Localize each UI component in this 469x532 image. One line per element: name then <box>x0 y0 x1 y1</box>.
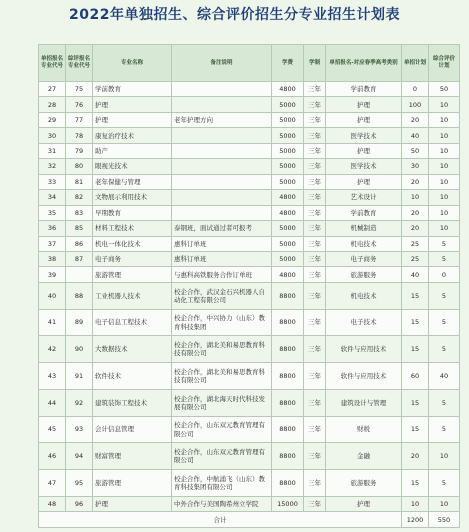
cell-comprehensive-code: 77 <box>66 112 93 127</box>
cell-comprehensive-plan: 40 <box>429 363 460 390</box>
cell-major-name: 护理 <box>93 97 172 112</box>
cell-duration: 三年 <box>304 112 326 127</box>
cell-exam-category: 金融 <box>326 443 402 470</box>
header-comprehensive-code: 综评报名专业代号 <box>66 45 93 82</box>
cell-tuition: 5000 <box>272 174 304 189</box>
cell-single-code: 44 <box>39 389 66 416</box>
cell-major-name: 老年保健与管理 <box>93 174 172 189</box>
cell-comprehensive-code: 81 <box>66 174 93 189</box>
total-comprehensive-plan: 550 <box>429 512 460 528</box>
cell-notes: 老年护理方向 <box>172 112 272 127</box>
table-row <box>39 205 460 220</box>
cell-comprehensive-code <box>66 267 93 282</box>
table-row <box>39 363 460 390</box>
header-exam-category: 单招报名-对应春季高考类别 <box>326 45 402 82</box>
cell-single-code: 40 <box>39 282 66 309</box>
table-row <box>39 416 460 443</box>
cell-notes <box>172 159 272 174</box>
cell-tuition: 5000 <box>272 159 304 174</box>
table-row <box>39 97 460 112</box>
cell-notes: 校企合作，山东双元教育管理有限公司 <box>172 443 272 470</box>
cell-comprehensive-code: 75 <box>66 82 93 97</box>
cell-duration: 三年 <box>304 496 326 511</box>
cell-single-plan: 25 <box>402 251 429 266</box>
cell-comprehensive-plan: 10 <box>429 443 460 470</box>
cell-single-plan: 15 <box>402 282 429 309</box>
cell-comprehensive-code: 90 <box>66 336 93 363</box>
cell-duration: 三年 <box>304 236 326 251</box>
cell-tuition: 5000 <box>272 128 304 143</box>
header-comprehensive-plan: 综合评价计划 <box>429 45 460 82</box>
cell-duration: 三年 <box>304 282 326 309</box>
table-row <box>39 82 460 97</box>
cell-tuition: 8800 <box>272 363 304 390</box>
cell-tuition: 8800 <box>272 336 304 363</box>
cell-major-name: 护理 <box>93 112 172 127</box>
cell-single-plan: 40 <box>402 267 429 282</box>
table-row <box>39 236 460 251</box>
page-title: 2022年单独招生、综合评价招生分专业招生计划表 <box>69 7 400 23</box>
cell-single-code: 35 <box>39 205 66 220</box>
table-row <box>39 443 460 470</box>
table-row <box>39 128 460 143</box>
cell-exam-category: 机电技术 <box>326 282 402 309</box>
total-single-plan: 1200 <box>402 512 429 528</box>
cell-single-plan: 15 <box>402 309 429 336</box>
cell-single-code: 32 <box>39 159 66 174</box>
total-label: 合计 <box>39 512 402 528</box>
cell-exam-category: 电子商务 <box>326 251 402 266</box>
cell-single-code: 27 <box>39 82 66 97</box>
cell-major-name: 康复治疗技术 <box>93 128 172 143</box>
cell-major-name: 大数据技术 <box>93 336 172 363</box>
cell-major-name: 会计信息管理 <box>93 416 172 443</box>
cell-notes: 惠科订单班 <box>172 251 272 266</box>
header-tuition: 学费 <box>272 45 304 82</box>
header-single-code: 单招报名专业代号 <box>39 45 66 82</box>
cell-single-plan: 30 <box>402 159 429 174</box>
cell-comprehensive-code: 78 <box>66 128 93 143</box>
cell-notes <box>172 143 272 158</box>
cell-comprehensive-plan: 10 <box>429 143 460 158</box>
cell-notes: 校企合作，武汉金石兴机器人自动化工程有限公司 <box>172 282 272 309</box>
cell-notes: 校企合作，湖北美和易思教育科技有限公司 <box>172 363 272 390</box>
cell-exam-category: 学前教育 <box>326 82 402 97</box>
cell-comprehensive-code: 93 <box>66 416 93 443</box>
cell-comprehensive-plan: 10 <box>429 205 460 220</box>
cell-notes <box>172 205 272 220</box>
table-row <box>39 190 460 205</box>
cell-exam-category: 护理 <box>326 112 402 127</box>
cell-comprehensive-code: 88 <box>66 282 93 309</box>
cell-major-name: 工业机器人技术 <box>93 282 172 309</box>
cell-notes: 校企合作，山东双元教育管理有限公司 <box>172 416 272 443</box>
table-row <box>39 159 460 174</box>
cell-comprehensive-plan: 5 <box>429 470 460 497</box>
cell-duration: 三年 <box>304 336 326 363</box>
cell-comprehensive-code: 85 <box>66 221 93 236</box>
cell-exam-category: 艺术设计 <box>326 190 402 205</box>
cell-exam-category: 电子技术 <box>326 309 402 336</box>
cell-comprehensive-plan: 10 <box>429 97 460 112</box>
table-row <box>39 251 460 266</box>
cell-comprehensive-code: 89 <box>66 309 93 336</box>
cell-major-name: 旅游管理 <box>93 470 172 497</box>
table-row <box>39 282 460 309</box>
cell-notes: 校企合作，湖北美和易思教育科技有限公司 <box>172 336 272 363</box>
cell-single-code: 42 <box>39 336 66 363</box>
cell-exam-category: 护理 <box>326 97 402 112</box>
cell-tuition: 4800 <box>272 205 304 220</box>
cell-single-plan: 15 <box>402 416 429 443</box>
cell-single-plan: 10 <box>402 496 429 511</box>
cell-notes: 校企合作，中兴协力（山东）教育科技集团 <box>172 309 272 336</box>
cell-comprehensive-plan: 5 <box>429 282 460 309</box>
header-single-plan: 单招计划 <box>402 45 429 82</box>
cell-tuition: 8800 <box>272 309 304 336</box>
total-row <box>39 512 460 528</box>
cell-tuition: 5000 <box>272 97 304 112</box>
cell-comprehensive-plan: 50 <box>429 82 460 97</box>
cell-comprehensive-plan: 10 <box>429 174 460 189</box>
cell-exam-category: 财税 <box>326 416 402 443</box>
cell-duration: 三年 <box>304 205 326 220</box>
cell-major-name: 文物展示利用技术 <box>93 190 172 205</box>
cell-exam-category: 软件与应用技术 <box>326 336 402 363</box>
cell-major-name: 学前教育 <box>93 82 172 97</box>
cell-comprehensive-code: 96 <box>66 496 93 511</box>
cell-single-plan: 20 <box>402 221 429 236</box>
cell-duration: 三年 <box>304 97 326 112</box>
cell-notes <box>172 128 272 143</box>
table-row <box>39 267 460 282</box>
cell-major-name: 电子商务 <box>93 251 172 266</box>
cell-comprehensive-plan: 10 <box>429 221 460 236</box>
cell-single-plan: 40 <box>402 128 429 143</box>
cell-major-name: 软件技术 <box>93 363 172 390</box>
table-row <box>39 389 460 416</box>
cell-comprehensive-plan: 5 <box>429 389 460 416</box>
cell-duration: 三年 <box>304 389 326 416</box>
cell-tuition: 5000 <box>272 221 304 236</box>
cell-notes: 惠科订单班 <box>172 236 272 251</box>
cell-notes: 与惠科高铁服务合作订单班 <box>172 267 272 282</box>
cell-tuition: 8800 <box>272 389 304 416</box>
cell-exam-category: 旅游服务 <box>326 470 402 497</box>
cell-single-plan: 0 <box>402 82 429 97</box>
cell-single-plan: 60 <box>402 363 429 390</box>
cell-major-name: 眼视光技术 <box>93 159 172 174</box>
cell-tuition: 5000 <box>272 143 304 158</box>
cell-tuition: 4800 <box>272 190 304 205</box>
table-row <box>39 221 460 236</box>
cell-comprehensive-code: 86 <box>66 236 93 251</box>
cell-major-name: 机电一体化技术 <box>93 236 172 251</box>
cell-major-name: 护理 <box>93 496 172 511</box>
cell-major-name: 材料工程技术 <box>93 221 172 236</box>
table-row <box>39 143 460 158</box>
cell-single-code: 38 <box>39 251 66 266</box>
cell-tuition: 5000 <box>272 251 304 266</box>
cell-comprehensive-plan: 5 <box>429 416 460 443</box>
cell-major-name: 电子信息工程技术 <box>93 309 172 336</box>
cell-comprehensive-plan: 5 <box>429 309 460 336</box>
header-major-name: 专业名称 <box>93 45 172 82</box>
cell-single-code: 33 <box>39 174 66 189</box>
cell-duration: 三年 <box>304 221 326 236</box>
cell-single-plan: 25 <box>402 236 429 251</box>
cell-duration: 三年 <box>304 143 326 158</box>
cell-tuition: 15000 <box>272 496 304 511</box>
cell-comprehensive-plan: 10 <box>429 128 460 143</box>
cell-single-code: 48 <box>39 496 66 511</box>
cell-tuition: 8800 <box>272 416 304 443</box>
cell-single-code: 30 <box>39 128 66 143</box>
cell-single-plan: 20 <box>402 443 429 470</box>
cell-single-code: 45 <box>39 416 66 443</box>
cell-notes <box>172 190 272 205</box>
cell-comprehensive-plan: 10 <box>429 190 460 205</box>
cell-exam-category: 学前教育 <box>326 205 402 220</box>
cell-comprehensive-code: 76 <box>66 97 93 112</box>
cell-single-code: 31 <box>39 143 66 158</box>
cell-single-plan: 20 <box>402 205 429 220</box>
cell-comprehensive-code: 87 <box>66 251 93 266</box>
cell-exam-category: 机械制造 <box>326 221 402 236</box>
cell-comprehensive-code: 92 <box>66 389 93 416</box>
cell-notes: 泰钢班，面试通过者可报考 <box>172 221 272 236</box>
cell-major-name: 早期教育 <box>93 205 172 220</box>
cell-duration: 三年 <box>304 416 326 443</box>
cell-tuition: 5000 <box>272 236 304 251</box>
cell-duration: 三年 <box>304 174 326 189</box>
table-row <box>39 336 460 363</box>
cell-duration: 三年 <box>304 82 326 97</box>
cell-major-name: 助产 <box>93 143 172 158</box>
cell-comprehensive-code: 94 <box>66 443 93 470</box>
cell-major-name: 旅游管理 <box>93 267 172 282</box>
cell-duration: 三年 <box>304 267 326 282</box>
cell-duration: 三年 <box>304 159 326 174</box>
cell-exam-category: 护理 <box>326 174 402 189</box>
enrollment-plan-table <box>38 44 460 528</box>
cell-exam-category: 旅游服务 <box>326 267 402 282</box>
cell-comprehensive-code: 79 <box>66 143 93 158</box>
cell-comprehensive-plan: 5 <box>429 336 460 363</box>
cell-comprehensive-code: 95 <box>66 470 93 497</box>
cell-tuition: 4800 <box>272 267 304 282</box>
cell-comprehensive-plan: 0 <box>429 267 460 282</box>
cell-exam-category: 医学技术 <box>326 159 402 174</box>
cell-single-code: 28 <box>39 97 66 112</box>
cell-tuition: 8800 <box>272 470 304 497</box>
table-header-row <box>39 45 460 82</box>
cell-exam-category: 机电技术 <box>326 236 402 251</box>
cell-tuition: 5000 <box>272 112 304 127</box>
table-row <box>39 112 460 127</box>
cell-single-plan: 15 <box>402 470 429 497</box>
cell-notes: 校企合作，湖北海天时代科技发展有限公司 <box>172 389 272 416</box>
cell-notes: 校企合作，中航涌飞（山东）教育科技集团有限公司 <box>172 470 272 497</box>
table-row <box>39 174 460 189</box>
cell-single-plan: 15 <box>402 389 429 416</box>
table-row <box>39 496 460 511</box>
cell-exam-category: 护理 <box>326 496 402 511</box>
cell-duration: 三年 <box>304 309 326 336</box>
cell-notes <box>172 97 272 112</box>
cell-comprehensive-plan: 5 <box>429 251 460 266</box>
cell-notes: 中外合作与美国陶希州立学院 <box>172 496 272 511</box>
cell-duration: 三年 <box>304 363 326 390</box>
cell-comprehensive-plan: 10 <box>429 112 460 127</box>
cell-exam-category: 护理 <box>326 143 402 158</box>
cell-comprehensive-plan: 10 <box>429 496 460 511</box>
cell-single-plan: 10 <box>402 190 429 205</box>
cell-exam-category: 建筑设计与管理 <box>326 389 402 416</box>
cell-exam-category: 软件与应用技术 <box>326 363 402 390</box>
cell-duration: 三年 <box>304 190 326 205</box>
cell-tuition: 8800 <box>272 443 304 470</box>
cell-comprehensive-code: 82 <box>66 190 93 205</box>
cell-major-name: 财富管理 <box>93 443 172 470</box>
cell-single-code: 41 <box>39 309 66 336</box>
cell-single-code: 36 <box>39 221 66 236</box>
cell-duration: 三年 <box>304 128 326 143</box>
cell-single-code: 34 <box>39 190 66 205</box>
cell-duration: 三年 <box>304 443 326 470</box>
cell-single-plan: 100 <box>402 97 429 112</box>
cell-single-code: 46 <box>39 443 66 470</box>
cell-comprehensive-plan: 5 <box>429 236 460 251</box>
cell-single-code: 43 <box>39 363 66 390</box>
cell-comprehensive-code: 83 <box>66 205 93 220</box>
cell-single-code: 37 <box>39 236 66 251</box>
cell-single-code: 29 <box>39 112 66 127</box>
cell-single-code: 47 <box>39 470 66 497</box>
cell-single-plan: 50 <box>402 143 429 158</box>
header-notes: 备注说明 <box>172 45 272 82</box>
cell-single-plan: 20 <box>402 174 429 189</box>
cell-tuition: 8800 <box>272 282 304 309</box>
cell-major-name: 建筑装饰工程技术 <box>93 389 172 416</box>
cell-comprehensive-code: 80 <box>66 159 93 174</box>
cell-single-plan: 20 <box>402 112 429 127</box>
cell-single-code: 39 <box>39 267 66 282</box>
cell-single-plan: 15 <box>402 336 429 363</box>
cell-notes <box>172 82 272 97</box>
table-row <box>39 470 460 497</box>
cell-notes <box>172 174 272 189</box>
cell-tuition: 4800 <box>272 82 304 97</box>
cell-comprehensive-code: 91 <box>66 363 93 390</box>
cell-duration: 三年 <box>304 251 326 266</box>
cell-duration: 三年 <box>304 470 326 497</box>
cell-exam-category: 医学技术 <box>326 128 402 143</box>
table-row <box>39 309 460 336</box>
header-duration: 学制 <box>304 45 326 82</box>
cell-comprehensive-plan: 10 <box>429 159 460 174</box>
